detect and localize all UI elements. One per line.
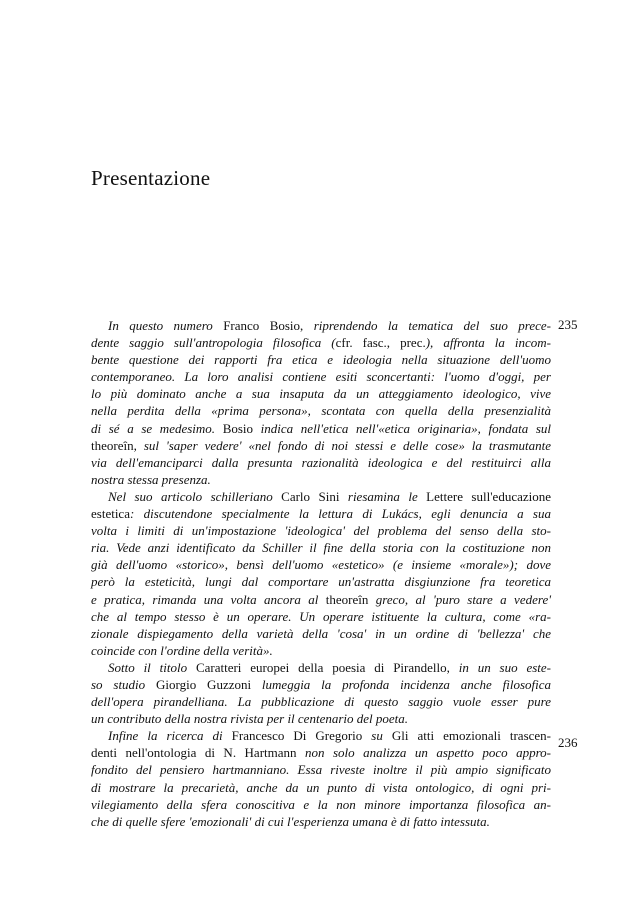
text-run: bente questione dei rapporti fra etica e ideologia nella situazione dell'uomo: [91, 352, 551, 368]
text-run: Infine la ricerca di: [108, 728, 232, 744]
text-run: : discutendone specialmente la lettura di Lukács, egli denuncia a sua: [129, 506, 551, 522]
text-line: [91, 676, 551, 693]
text-run: volta i limiti di un'impostazione 'ideologica' del problema del senso della sto-: [91, 523, 551, 539]
text-line: [91, 334, 551, 351]
text-line: [91, 505, 551, 522]
text-line: [91, 454, 551, 471]
text-run: denti nell'ontologia di N. Hartmann: [91, 745, 305, 761]
text-run: dente saggio sull'antropologia filosofica (: [91, 335, 336, 351]
text-line: [91, 779, 551, 796]
text-run: so studio: [91, 676, 157, 692]
text-line: [91, 420, 551, 437]
text-line: [91, 761, 551, 778]
text-run: però la esteticità, lungi dal comportare un'astratta disgiunzione fra teoretica: [91, 574, 551, 590]
text-run: Lettere sull'educazione: [426, 488, 552, 504]
text-line: [91, 488, 551, 505]
text-run: nella perdita della «prima persona», scontata con quella della presenzialità: [91, 403, 551, 419]
text-run: indica nell'etica nell'«etica originaria», fondata sul: [260, 420, 552, 436]
text-run: estetica: [91, 506, 130, 522]
text-line: [91, 625, 551, 642]
text-run: già dell'uomo «storico», bensì dell'uomo «estetico» (e insieme «morale»); dove: [91, 557, 551, 573]
text-run: ), affronta la incom-: [425, 335, 552, 351]
text-line: [91, 727, 551, 744]
text-run: e pratica, rimanda una volta ancora al: [91, 591, 326, 607]
text-line: [91, 591, 551, 608]
text-run: lo più dominato anche a sua insaputa da un atteggiamento ideologico, vive: [91, 386, 551, 402]
text-run: nostra stessa presenza.: [91, 471, 211, 487]
text-run: Caratteri europei della poesia di Pirandello,: [195, 659, 459, 675]
text-run: zionale dispiegamento della varietà della 'cosa' in un ordine di 'bellezza' che: [91, 625, 551, 641]
text-run: ria. Vede anzi identificato da Schiller il fine della storia con la costituzione non: [91, 540, 551, 556]
text-line: [91, 710, 551, 727]
text-run: coincide con l'ordine della verità».: [91, 642, 273, 658]
text-run: un contributo della nostra rivista per il centenario del poeta.: [91, 711, 409, 727]
text-line: [91, 539, 551, 556]
text-run: Francesco Di Gregorio: [231, 728, 372, 744]
body-text: [91, 317, 551, 830]
text-run: in un suo este-: [458, 659, 551, 675]
page-title: Presentazione: [91, 166, 211, 190]
text-line: [91, 608, 551, 625]
text-run: via dell'emanciparci dalla presunta razionalità ideologica e del restituirci alla: [91, 454, 551, 470]
text-line: [91, 368, 551, 385]
text-line: [91, 556, 551, 573]
text-run: lumeggia la profonda incidenza anche filosofica: [261, 676, 552, 692]
text-run: dell'opera pirandelliana. La pubblicazione di questo saggio vuole esser pure: [91, 694, 551, 710]
text-run: non solo analizza un aspetto poco appro-: [304, 745, 551, 761]
text-run: Bosio: [222, 420, 261, 436]
text-run: theoreîn: [91, 437, 134, 453]
text-line: [91, 437, 551, 454]
text-line: [91, 385, 551, 402]
text-line: [91, 351, 551, 368]
text-run: riesamina le: [347, 488, 427, 504]
text-run: Sotto il titolo: [108, 659, 196, 675]
text-line: [91, 796, 551, 813]
text-run: di mostrare la precarietà, anche da un punto di vista ontologico, di ogni pri-: [91, 779, 551, 795]
text-run: che di quelle sfere 'emozionali' di cui l'esperienza umana è di fatto intessuta.: [91, 813, 490, 829]
text-run: In questo numero: [108, 318, 224, 333]
text-line: [91, 317, 551, 334]
margin-page-number: 235: [558, 317, 578, 332]
text-run: contemporaneo. La loro analisi contiene esiti sconcertanti: l'uomo d'oggi, per: [91, 369, 551, 385]
text-line: [91, 693, 551, 710]
text-run: di sé a se medesimo.: [91, 420, 223, 436]
margin-page-number: 236: [558, 735, 578, 750]
text-line: [91, 573, 551, 590]
text-line: [91, 813, 551, 830]
text-run: cfr. fasc., prec.: [335, 335, 426, 351]
text-run: vilegiamento della sfera conoscitiva e la non minore importanza filosofica an-: [91, 796, 551, 812]
text-run: Gli atti emozionali trascen-: [391, 728, 552, 744]
text-line: [91, 522, 551, 539]
text-run: fondito del pensiero hartmanniano. Essa riveste inoltre il più ampio significato: [91, 762, 551, 778]
text-run: riprendendo la tematica del suo prece-: [313, 318, 551, 333]
text-line: [91, 659, 551, 676]
text-line: [91, 744, 551, 761]
text-run: su: [371, 728, 392, 744]
text-run: Nel suo articolo schilleriano: [108, 488, 282, 504]
text-run: Giorgio Guzzoni: [156, 676, 262, 692]
text-line: [91, 642, 551, 659]
text-line: [91, 402, 551, 419]
text-run: greco, al 'puro stare a vedere': [375, 591, 551, 607]
text-run: Carlo Sini: [281, 488, 348, 504]
text-run: Franco Bosio,: [223, 318, 314, 333]
text-line: [91, 471, 551, 488]
text-run: , sul 'saper vedere' «nel fondo di noi stessi e delle cose» la trasmutante: [133, 437, 551, 453]
text-run: che al tempo stesso è un operare. Un operare istituente la cultura, come «ra-: [91, 608, 551, 624]
text-run: theoreîn: [325, 591, 376, 607]
